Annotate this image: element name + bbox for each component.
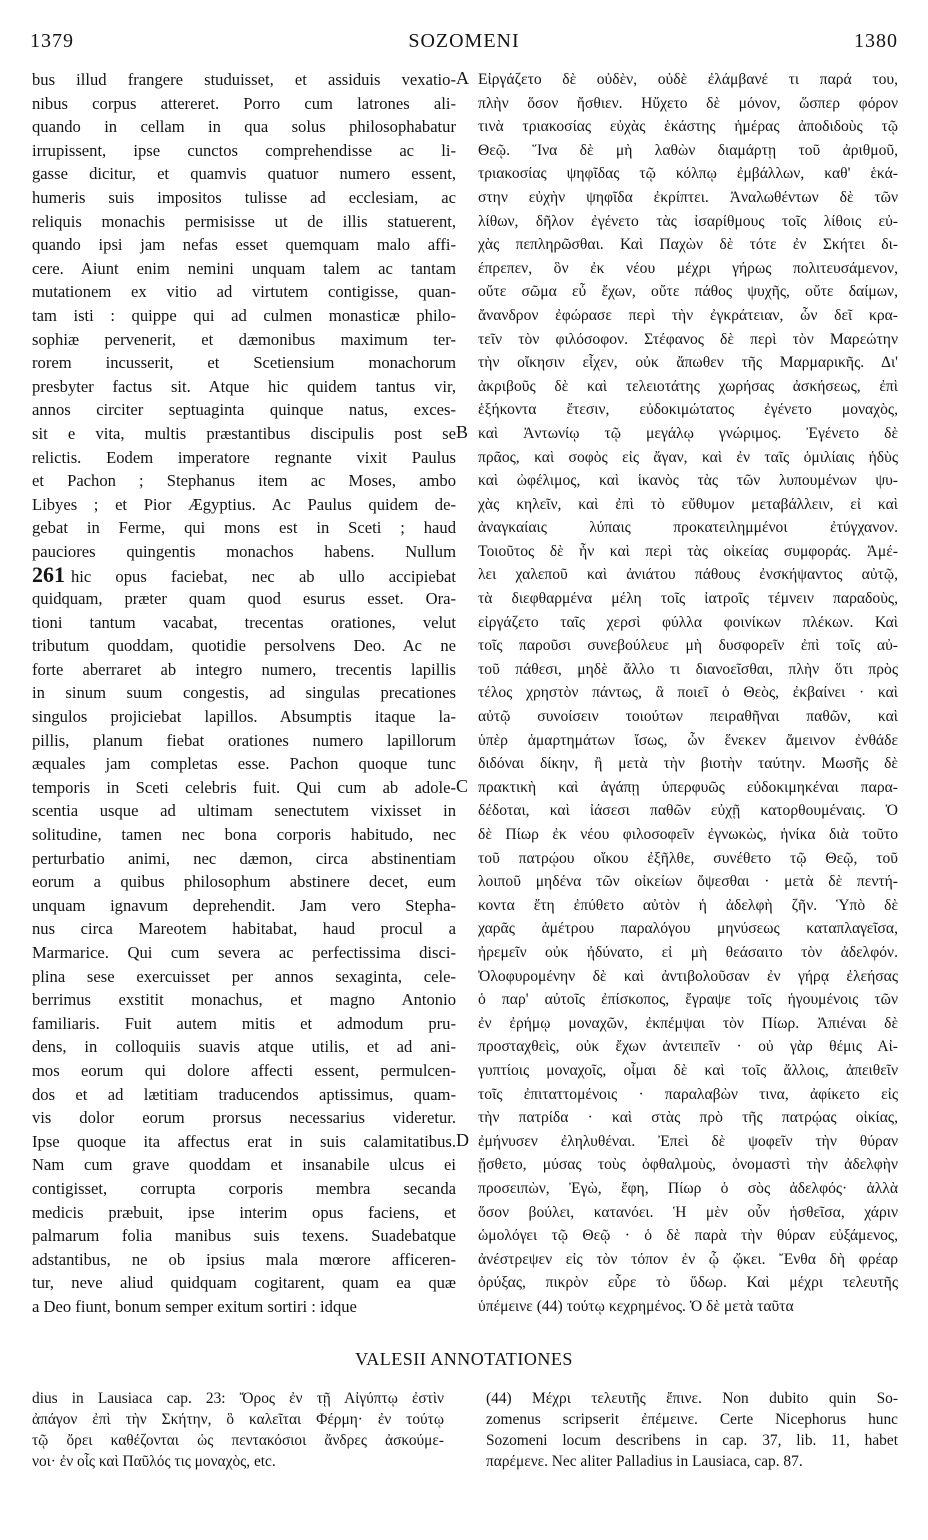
greek-line-text: γυπτίοις μοναχοῖς, οἶμαι δὲ καὶ τοῖς ἄλλοις, ἀπειθεῖν — [478, 1061, 898, 1079]
greek-line-text: ὁ παρ' αὐτοῖς ἐπίσκοπος, ἔγραψε τοῖς ἡγουμένοις τῶν — [478, 991, 898, 1009]
greek-line — [478, 988, 898, 1012]
annotation-right — [486, 1388, 898, 1472]
latin-line — [32, 752, 456, 776]
greek-line-text: Ὀλοφυρομένην δὲ καὶ ἀντιβολοῦσαν ἐν γήρᾳ ἐλεήσας — [478, 967, 898, 985]
greek-line-text: τὴν οἴκησιν εἶχεν, οὐκ ἄπωθεν τῆς Μαρμαρικῆς. Δι' — [478, 354, 898, 372]
latin-line-text: æquales jam completas esse. Pachon quoque tunc — [32, 754, 456, 774]
greek-line-text: ἄνανδρον ἐφώρασε περὶ τὴν ἐγκράτειαν, ὧν δεῖ κρα- — [478, 306, 898, 324]
margin-letter-b: B — [456, 422, 469, 442]
annotation-left-line-text: dius in Lausiaca cap. 23: Ὄρος ἐν τῇ Αἰγύπτῳ ἐστὶν — [32, 1390, 444, 1407]
latin-line — [32, 611, 456, 635]
annotation-left-line-text: τῷ ὄρει καθέζονται ὡς πεντακόσιοι ἄνδρες ἀσκούμε- — [32, 1432, 444, 1449]
greek-line-text: τοῦ πάθεσι, μηδὲ ἄλλο τι διανοεῖσθαι, πλὴν ὅτι πρὸς — [478, 660, 898, 678]
greek-line-text: ἀναγκαίαις λύπαις προκατειλημμένοι ἐτύγχανον. — [478, 519, 898, 537]
latin-line-text: pauciores quingentis monachos habens. Nullum — [32, 541, 456, 561]
latin-line-text: pillis, planum fiebat orationes numero lapillorum — [32, 730, 456, 750]
latin-line — [32, 422, 456, 446]
right-page-number: 1380 — [854, 30, 898, 52]
latin-line-text: relictis. Eodem imperatore regnante vixit Paulus — [32, 447, 456, 467]
greek-line-text: ἀκριβοῦς δὲ καὶ τελειοτάτης χωρήσας ἀσκήσεως, ἐπὶ — [478, 377, 898, 395]
greek-line — [478, 658, 898, 682]
greek-line-text: ἐν ἐρήμῳ μοναχῶν, ἐκπέμψαι τὸν Πίωρ. Ἀπιέναι δὲ — [478, 1014, 898, 1032]
greek-line — [478, 563, 898, 587]
greek-line — [478, 257, 898, 281]
latin-line — [32, 398, 456, 422]
greek-line-text: ὅσον βούλει, κατανόει. Ἡ μὲν οὖν ἡσθεῖσα, χάριν — [478, 1203, 898, 1221]
latin-line — [32, 1153, 456, 1177]
greek-line-text: τοῦ πατρῴου οἴκου ἐξῆλθε, συνέθετο τῷ Θεῷ, τοῦ — [478, 849, 898, 867]
latin-line — [32, 847, 456, 871]
greek-line — [478, 375, 898, 399]
greek-line — [478, 233, 898, 257]
latin-line-text: in sinum suum congestis, ad singulas precationes — [32, 683, 456, 703]
latin-line-text: cere. Aiunt enim nemini unquam talem ac tantam — [32, 258, 456, 278]
annotation-right-line-text: παρέμενε. Nec aliter Palladius in Lausiaca, cap. 87. — [486, 1453, 803, 1470]
annotation-left-line-text: ἀπάγον ἐπὶ τὴν Σκήτην, ὃ καλεῖται Φέρμη· ἐν τούτῳ — [32, 1411, 444, 1428]
greek-line — [478, 469, 898, 493]
greek-line-text: καὶ Ἀντωνίῳ τῷ μεγάλῳ γνώριμος. Ἐγένετο δὲ — [478, 424, 898, 442]
greek-line — [478, 611, 898, 635]
latin-line — [32, 823, 456, 847]
latin-line-text: dens, in colloquiis suavis atque utilis, et ad ani- — [32, 1037, 456, 1057]
latin-line-text: eorum a quibus philosophum abstinere decet, eum — [32, 872, 456, 892]
latin-line-text: mos eorum qui dolore affecti essent, permulcen- — [32, 1060, 456, 1080]
greek-line — [478, 351, 898, 375]
running-title: SOZOMENI — [408, 30, 520, 52]
greek-line-text: τὴν πατρίδα · καὶ στὰς πρὸ τῆς πατρῴας οἰκίας, — [478, 1109, 898, 1127]
greek-line — [478, 162, 898, 186]
greek-line-text: τοῖς παροῦσι συνεβούλευε μὴ δυσφορεῖν ἐπὶ τοῖς αὐ- — [478, 637, 898, 655]
latin-line — [32, 1248, 456, 1272]
greek-line-text: τὰ διεφθαρμένα μέλη τοῖς ἰατροῖς τέμνειν παραδοὺς, — [478, 590, 898, 608]
greek-line-text: διδόναι δίκην, ἢ μετὰ τὴν βιοτὴν ταύτην. Μωσῆς δὲ — [478, 755, 898, 773]
greek-line-text: ὑπὲρ ἁμαρτημάτων ἴσως, ὧν ἕνεκεν ἄμεινον ἐνθάδε — [478, 731, 898, 749]
annotation-left-line-text: νοι· ἐν οἷς καὶ Παῦλός τις μοναχὸς, etc. — [32, 1453, 276, 1470]
greek-line — [478, 1295, 898, 1319]
latin-line — [32, 304, 456, 328]
greek-line — [478, 1083, 898, 1107]
greek-line-text: ἐμήνυσεν ἐληλυθέναι. Ἐπεὶ δὲ ψοφεῖν τὴν θύραν — [478, 1132, 898, 1150]
latin-line — [32, 1083, 456, 1107]
latin-line-text: forte aberraret ab integro numero, trecentis lapillis — [32, 659, 456, 679]
annotation-left-line — [32, 1409, 444, 1430]
annotation-left-line — [32, 1451, 444, 1472]
greek-line — [478, 894, 898, 918]
latin-line — [32, 917, 456, 941]
latin-line-text: et Pachon ; Stephanus item ac Moses, ambo — [32, 471, 456, 491]
greek-line-text: αὐτῷ συνοίσειν τοιούτων πειραθῆναι παθῶν, καὶ — [478, 708, 898, 726]
latin-line-text: tam isti : quippe qui ad culmen monasticæ philo- — [32, 305, 456, 325]
greek-line — [478, 139, 898, 163]
annotation-left-line — [32, 1430, 444, 1451]
latin-line-text: tur, neve aliud quidquam cogitarent, quam ea quæ — [32, 1273, 456, 1293]
latin-line — [32, 92, 456, 116]
latin-line — [32, 328, 456, 352]
greek-line-text: δὲ Πίωρ ἐκ νέου φιλοσοφεῖν ἐγνωκὼς, ἡνίκα διὰ τοῦτο — [478, 826, 898, 843]
greek-line-text: λοιποῦ μηδένα τῶν οἰκείων ὄψεσθαι · μετὰ δὲ πεντή- — [478, 873, 898, 891]
greek-line-text: στην εὐχὴν ψηφῖδα ἐκρίπτει. Ἀναλωθέντων δὲ τῶν — [478, 188, 898, 206]
latin-line — [32, 776, 456, 800]
greek-line — [478, 1201, 898, 1225]
latin-line — [32, 540, 456, 564]
greek-line — [478, 1059, 898, 1083]
latin-line-text: palmarum folia manibus suis texens. Suadebatque — [32, 1226, 456, 1246]
latin-line-text: quando ipsi jam nefas esset quemquam malo affi- — [32, 235, 456, 255]
greek-line — [478, 304, 898, 328]
latin-line-text: tioni tantum vacabat, trecentas orationes, velut — [32, 612, 456, 632]
greek-line — [478, 1248, 898, 1272]
greek-line-text: λει χαλεποῦ καὶ ἀνιάτου πάθους ἐνσκήψαντος αὐτῷ, — [478, 566, 898, 584]
latin-line — [32, 139, 456, 163]
latin-line-text: familiaris. Fuit autem mitis et admodum pru- — [32, 1013, 456, 1033]
annotation-left — [32, 1388, 444, 1472]
latin-line-text: quando in cellam in qua solus philosophabatur — [32, 117, 456, 137]
greek-line — [478, 1271, 898, 1295]
latin-line — [32, 1106, 456, 1130]
greek-line-text: τριακοσίας ψηφῖδας τῷ κόλπῳ ἐμβάλλων, καθ' ἑκά- — [478, 165, 898, 183]
greek-line-text: πλὴν ὅσον ἤσθιεν. Ηὔχετο δὲ μόνον, ὥσπερ φόρον — [478, 94, 898, 112]
greek-line — [478, 1106, 898, 1130]
latin-line-text: unquam ignavum deprehendit. Jam vero Stepha- — [32, 895, 456, 915]
latin-line-text: perturbatio animi, nec dæmon, circa abstinentiam — [32, 848, 456, 868]
annotation-right-line — [486, 1451, 898, 1472]
latin-line-text: irrupissent, ipse cunctos comprehendisse ac li- — [32, 140, 456, 160]
greek-line — [478, 1012, 898, 1036]
margin-letter-d: D — [456, 1130, 469, 1150]
latin-line — [32, 1177, 456, 1201]
latin-line-text: scentia usque ad ultimam senectutem vixisset in — [32, 801, 456, 821]
latin-line-text: humeris suis impositos tulisse ad ecclesiam, ac — [32, 187, 456, 207]
latin-line — [32, 115, 456, 139]
latin-line-text: Ipse quoque ita affectus erat in suis calamitatibus. — [32, 1131, 456, 1151]
latin-line — [32, 681, 456, 705]
latin-line — [32, 799, 456, 823]
latin-line-text: annos circiter septuaginta quinque natus, exces- — [32, 400, 456, 420]
annotation-right-line — [486, 1409, 898, 1430]
latin-line-text: gebat in Ferme, qui mons est in Sceti ; haud — [32, 518, 456, 538]
annotation-right-line-text: zomenus scripserit ἐπέμεινε. Certe Nicephorus hunc — [486, 1411, 898, 1428]
margin-letter-a: A — [456, 68, 469, 88]
greek-line-text: καὶ ὠφέλιμος, καὶ ἱκανὸς τὰς τῶν λυπουμένων ψυ- — [478, 472, 898, 490]
greek-line-text: κοντα ἔτη ἐπύθετο αὐτὸν ἡ ἀδελφὴ ζῆν. Ὑπὸ δὲ — [478, 896, 898, 914]
greek-line — [478, 186, 898, 210]
latin-column — [32, 68, 456, 1318]
greek-line-text: προσειπὼν, Ἐγὼ, ἔφη, Πίωρ ὁ σὸς ἀδελφός· ἀλλὰ — [478, 1179, 898, 1197]
section-number: 261 — [32, 563, 65, 588]
latin-line — [32, 729, 456, 753]
latin-line — [32, 988, 456, 1012]
latin-line — [32, 1271, 456, 1295]
greek-line — [478, 328, 898, 352]
latin-line-text: reliquis monachis permisisse ut de illis statuerent, — [32, 211, 456, 231]
greek-line — [478, 965, 898, 989]
greek-line — [478, 540, 898, 564]
greek-line-text: Θεῷ. Ἵνα δὲ μὴ λαθὼν διαμάρτῃ τοῦ ἀριθμοῦ, — [478, 141, 898, 159]
greek-line-text: ὀρύξας, πικρὸν εὗρε τὸ ὕδωρ. Καὶ μέχρι τελευτῆς — [478, 1274, 898, 1292]
page-header — [30, 30, 898, 60]
greek-line-text: τοῖς ἐπιταττομένοις · παραλαβὼν τινα, ἀφίκετο εἰς — [478, 1085, 898, 1103]
latin-line-text: dos et ad lætitiam traducendos aptissimus, quam- — [32, 1084, 456, 1104]
latin-line — [32, 941, 456, 965]
greek-line — [478, 398, 898, 422]
latin-line-text: Nam cum grave quoddam et insanabile ulcus ei — [32, 1155, 456, 1175]
greek-line — [478, 752, 898, 776]
latin-line — [32, 210, 456, 234]
latin-line-text: temporis in Sceti celebris fuit. Qui cum ab adole- — [32, 777, 456, 797]
greek-line-text: έπρεπεν, ὃν ἐκ νέου μέχρι γήρως πολιτευσάμενον, — [478, 259, 898, 277]
latin-line-text: nus circa Mareotem habitabat, haud procul a — [32, 919, 456, 939]
greek-line — [478, 917, 898, 941]
annotation-right-line — [486, 1388, 898, 1409]
greek-line — [478, 823, 898, 847]
greek-line — [478, 1224, 898, 1248]
latin-line — [32, 493, 456, 517]
latin-line-text: vis dolor eorum prorsus necessarius videretur. — [32, 1108, 456, 1128]
latin-line — [32, 68, 456, 92]
latin-line — [32, 870, 456, 894]
greek-line-text: εἰργάζετο ταῖς χερσὶ φύλλα φοινίκων πλέκων. Καὶ — [478, 613, 898, 631]
greek-column — [478, 68, 898, 1318]
annotation-left-line — [32, 1388, 444, 1409]
greek-line-text: Τοιοῦτος δὲ ἦν καὶ περὶ τὰς οἰκείας συμφοράς. Ἀμέ- — [478, 542, 898, 560]
greek-line-text: τεῖν τὸν φιλόσοφον. Στέφανος δὲ περὶ τὸν Μαρεώτην — [478, 330, 898, 348]
latin-line — [32, 233, 456, 257]
greek-line — [478, 705, 898, 729]
greek-line-text: χὰς κηλεῖν, καὶ ἐπὶ τὸ εὔθυμον μεταβάλλειν, εἰ καὶ — [478, 495, 898, 513]
greek-line — [478, 1153, 898, 1177]
latin-line — [32, 563, 456, 587]
greek-line-text: λίθων, δῆλον ἐγένετο τὰς ἰσαρίθμους τοῖς λίθοις εὐ- — [478, 212, 898, 230]
latin-line — [32, 658, 456, 682]
latin-line-text: nibus corpus attereret. Porro cum latrones ali- — [32, 93, 456, 113]
annotations-title: VALESII ANNOTATIONES — [355, 1349, 573, 1369]
greek-line — [478, 493, 898, 517]
latin-line — [32, 469, 456, 493]
annotation-right-line-text: (44) Μέχρι τελευτῆς ἔπινε. Non dubito quin So- — [486, 1390, 898, 1407]
latin-line — [32, 1201, 456, 1225]
greek-line-text: χαρᾶς ἀμέτρου παραλόγου μηνύσεως καταπλαγεῖσα, — [478, 920, 898, 938]
greek-line — [478, 92, 898, 116]
latin-line-text: bus illud frangere studuisset, et assiduis vexatio- — [32, 70, 456, 89]
greek-line — [478, 68, 898, 92]
greek-line — [478, 681, 898, 705]
left-page-number: 1379 — [30, 30, 74, 52]
latin-line — [32, 351, 456, 375]
greek-line — [478, 1177, 898, 1201]
latin-line-text: adstantibus, ne ob ipsius mala mœrore afficeren- — [32, 1249, 456, 1269]
latin-line — [32, 257, 456, 281]
greek-line — [478, 1035, 898, 1059]
greek-line-text: ᾔσθετο, μύσας τοὺς ὀφθαλμοὺς, ὀνομαστὶ τὴν ἀδελφὴν — [478, 1156, 898, 1174]
latin-line — [32, 1012, 456, 1036]
latin-line — [32, 446, 456, 470]
latin-line — [32, 280, 456, 304]
annotation-right-line — [486, 1430, 898, 1451]
greek-line-text: ἑξήκοντα ἔτεσιν, εὐδοκιμώτατος ἐγένετο μοναχὸς, — [478, 401, 898, 419]
latin-line-text: a Deo fiunt, bonum semper exitum sortiri : idque — [32, 1296, 357, 1316]
greek-line-text: χὰς πεπληρῶσθαι. Καὶ Παχὼν δὲ τότε ἐν Σκήτει δι- — [478, 236, 898, 254]
greek-line — [478, 210, 898, 234]
greek-line — [478, 941, 898, 965]
greek-line-text: ἀνέστρεψεν εἰς τὸν τόπον ἐν ᾧ ᾤκει. Ἔνθα δὴ φρέαρ — [478, 1250, 898, 1268]
greek-line — [478, 516, 898, 540]
latin-line-text: Libyes ; et Pior Ægyptius. Ac Paulus quidem de- — [32, 494, 456, 514]
greek-line-text: τινὰ τριακοσίας εὐχὰς ἑκάστης ἡμέρας ἀποδιδοὺς τῷ — [478, 118, 898, 136]
latin-line — [32, 634, 456, 658]
greek-line — [478, 446, 898, 470]
latin-line — [32, 894, 456, 918]
latin-line — [32, 186, 456, 210]
greek-line — [478, 115, 898, 139]
latin-line — [32, 1035, 456, 1059]
latin-line-text: contigisset, corrupta corporis membra secanda — [32, 1178, 456, 1198]
annotation-right-line-text: Sozomeni locum describens in cap. 37, lib. 11, habet — [486, 1432, 898, 1449]
greek-line — [478, 847, 898, 871]
greek-line-text: προσταχθεὶς, οὐκ ἔχων ἀντειπεῖν · οὐ γὰρ θέμις Αἰ- — [478, 1038, 898, 1056]
greek-line — [478, 280, 898, 304]
latin-line — [32, 375, 456, 399]
greek-line-text: ὡμολόγει τῷ Θεῷ · ὁ δὲ παρὰ τὴν θύραν εὐξάμενος, — [478, 1227, 898, 1245]
greek-line-text: δέδοται, καὶ ἰάσεσι παθῶν εὐχῇ κατορθουμέναις. Ὁ — [478, 802, 898, 820]
latin-line-text: solitudine, tamen nec bona corporis habitudo, nec — [32, 825, 456, 844]
greek-line-text: Εἰργάζετο δὲ οὐδὲν, οὐδὲ ἐλάμβανέ τι παρά του, — [478, 71, 898, 88]
greek-line-text: οὔτε σῶμα εὖ ἔχων, οὔτε πάθος ψυχῆς, οὔτε δαίμων, — [478, 283, 898, 301]
greek-line-text: πρᾶος, καὶ σοφὸς εἰς ἄγαν, καὶ ἐν ταῖς ὁμιλίαις ἡδὺς — [478, 448, 898, 466]
latin-line — [32, 1130, 456, 1154]
greek-line-text: ἠρεμεῖν οὐκ ἠδύνατο, εἰ μὴ θεάσαιτο τὸν ἀδελφόν. — [478, 943, 898, 961]
greek-line-text: ὑπέμεινε (44) τούτῳ κεχρημένος. Ὁ δὲ μετὰ ταῦτα — [478, 1297, 794, 1315]
latin-line-text: medicis præbuit, ipse interim opus faciens, et — [32, 1202, 456, 1222]
latin-line — [32, 965, 456, 989]
latin-line-text: singulos projiciebat lapillos. Absumptis itaque la- — [32, 707, 456, 727]
latin-line-text: presbyter factus sit. Atque hic quidem tantus vir, — [32, 376, 456, 396]
latin-line — [32, 1295, 456, 1319]
latin-line — [32, 516, 456, 540]
latin-line — [32, 587, 456, 611]
greek-line — [478, 729, 898, 753]
greek-line — [478, 776, 898, 800]
latin-line-text: quidquam, præter quam quod esurus esset. Ora- — [32, 589, 456, 609]
latin-line-text: Marmarice. Qui cum severa ac perfectissima disci- — [32, 942, 456, 962]
greek-line — [478, 587, 898, 611]
greek-line — [478, 799, 898, 823]
latin-line-text: gasse dicitur, et quamvis quatuor numero essent, — [32, 164, 456, 184]
latin-line-text: berrimus exstitit monachus, et magno Antonio — [32, 990, 456, 1010]
latin-line — [32, 705, 456, 729]
greek-line — [478, 1130, 898, 1154]
greek-line-text: τέλος χρηστὸν πάντως, ἃ ποιεῖ ὁ Θεὸς, ἐκβαίνει · καὶ — [478, 684, 898, 702]
margin-letter-c: C — [456, 776, 469, 796]
greek-line — [478, 870, 898, 894]
latin-line — [32, 1224, 456, 1248]
latin-line-text: sophiæ pervenerit, et dæmonibus maximum ter- — [32, 329, 456, 349]
latin-line — [32, 162, 456, 186]
greek-line — [478, 634, 898, 658]
latin-line-text: hic opus faciebat, nec ab ullo accipiebat — [71, 567, 456, 587]
latin-line-text: plina sese exercuisset per annos sexaginta, cele- — [32, 966, 456, 986]
latin-line — [32, 1059, 456, 1083]
latin-line-text: mutationem ex vitio ad virtutem contigisse, quan- — [32, 282, 456, 302]
greek-line-text: πρακτικὴ καὶ ἀγάπῃ ὑπερφυῶς εὐδοκιμηκέναι παρα- — [478, 778, 898, 796]
greek-line — [478, 422, 898, 446]
latin-line-text: rorem incusserit, et Scetiensium monachorum — [32, 353, 456, 373]
latin-line-text: sit e vita, multis præstantibus discipulis post se — [32, 423, 456, 443]
latin-line-text: tributum quoddam, quotidie persolvens Deo. Ac ne — [32, 636, 456, 656]
